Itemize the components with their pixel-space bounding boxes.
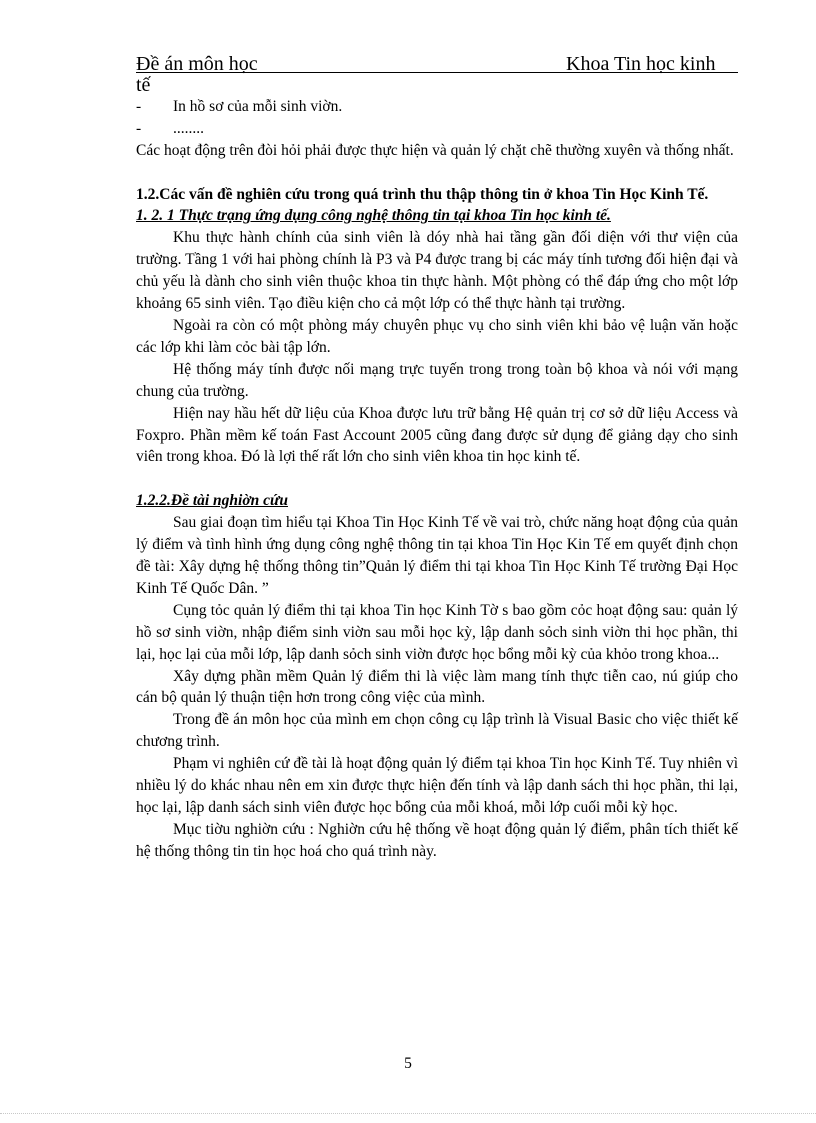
intro-paragraph: Các hoạt động trên đòi hỏi phải được thực hiện và quản lý chặt chẽ thường xuyên và thống nhất. <box>136 141 734 159</box>
paragraph: Ngoài ra còn có một phòng máy chuyên phục vụ cho sinh viên khi bảo vệ luận văn hoặc các lớp khi làm cỏc bài tập lớn. <box>136 317 738 356</box>
list-item <box>136 96 738 118</box>
bullet-dash: - <box>136 119 142 137</box>
paragraph: Mục tiờu nghiờn cứu : Nghiờn cứu hệ thống về hoạt động quản lý điểm, phân tích thiết kế hệ thống thông tin tin học hoá cho quá trình này. <box>136 820 738 860</box>
bullet-text: In hồ sơ của mỗi sinh viờn. <box>173 98 343 115</box>
header-right-title: Khoa Tin học kinh <box>566 53 716 75</box>
paragraph: Sau giai đoạn tìm hiểu tại Khoa Tin Học Kinh Tế về vai trò, chức năng hoạt động của quản lý điểm và tình hình ứng dụng công nghệ thông tin tại khoa Tin Học Kin Tế em quyết định chọn đề tài: Xây dựng hệ thống thông tin”Quản lý điểm thi tại khoa Tin Học Kinh Tế trường Đại Học Kinh Tế Quốc Dân. ” <box>136 514 738 597</box>
document-page <box>136 40 738 863</box>
spacer <box>136 162 738 184</box>
paragraph: Cụng tỏc quản lý điểm thi tại khoa Tin học Kinh Tờ s bao gồm cỏc hoạt động sau: quản lý hồ sơ sinh viờn, nhập điểm sinh viờn sau mỗi học kỳ, lập danh sỏch sinh viờn thi học phần, thi lại, học lại của mỗi lớp, lập danh sỏch sinh viờn được học bổng mỗi kỳ của khỏo trong khoa... <box>136 601 738 663</box>
page-bottom-divider <box>0 1113 816 1114</box>
bullet-text: ........ <box>173 119 204 137</box>
subsection-heading-2: 1.2.2.Đề tài nghiờn cứu <box>136 492 288 510</box>
subsection-heading-1: 1. 2. 1 Thực trạng ứng dụng công nghệ thông tin tại khoa Tin học kinh tế. <box>136 207 611 225</box>
paragraph: Hiện nay hầu hết dữ liệu của Khoa được lưu trữ bằng Hệ quản trị cơ sở dữ liệu Access và Foxpro. Phần mềm kế toán Fast Account 2005 cũng đang được sử dụng để giảng dạy cho sinh viên trong khoa. Đó là lợi thế rất lớn cho sinh viên khoa tin học kinh tế. <box>136 404 738 466</box>
spacer <box>136 468 738 490</box>
page-number: 5 <box>404 1055 412 1072</box>
paragraph: Khu thực hành chính của sinh viên là dóy nhà hai tầng gần đối diện với thư viện của trường. Tầng 1 với hai phòng chính là P3 và P4 được trang bị các máy tính tương đối hiện đại và chủ yếu là dành cho sinh viên thuộc khoa tin thực hành. Một phòng có thể đáp ứng cho một lớp khoảng 65 sinh viên. Tạo điều kiện cho cả một lớp có thể thực hành tại trường. <box>136 229 738 313</box>
paragraph: Phạm vi nghiên cứ đề tài là hoạt động quản lý điểm tại khoa Tin học Kinh Tế. Tuy nhiên vì nhiều lý do khác nhau nên em xin được thực hiện đến tính và lập danh sách thi học phần, thi lại, học lại, lập danh sách sinh viên được học bổng của mỗi khoá, mỗi lớp cuối mỗi kỳ học. <box>136 755 738 816</box>
page-header <box>136 40 738 73</box>
bullet-dash: - <box>136 98 142 115</box>
section-heading: 1.2.Các vấn đề nghiên cứu trong quá trình thu thập thông tin ở khoa Tin Học Kinh Tế. <box>136 185 709 203</box>
paragraph: Xây dựng phần mềm Quản lý điểm thi là việc làm mang tính thực tiễn cao, nú giúp cho cán bộ quản lý thuận tiện hơn trong công việc của mình. <box>136 667 738 707</box>
header-left-title: Đề án môn học <box>136 53 258 75</box>
list-item <box>136 118 738 140</box>
paragraph: Trong đề án môn học của mình em chọn công cụ lập trình là Visual Basic cho việc thiết kế chương trình. <box>136 711 738 751</box>
paragraph: Hệ thống máy tính được nối mạng trực tuyến trong trong toàn bộ khoa và nói với mạng chung của trường. <box>136 360 738 400</box>
header-right-title-continued: tế <box>136 74 151 96</box>
document-body <box>136 96 738 863</box>
